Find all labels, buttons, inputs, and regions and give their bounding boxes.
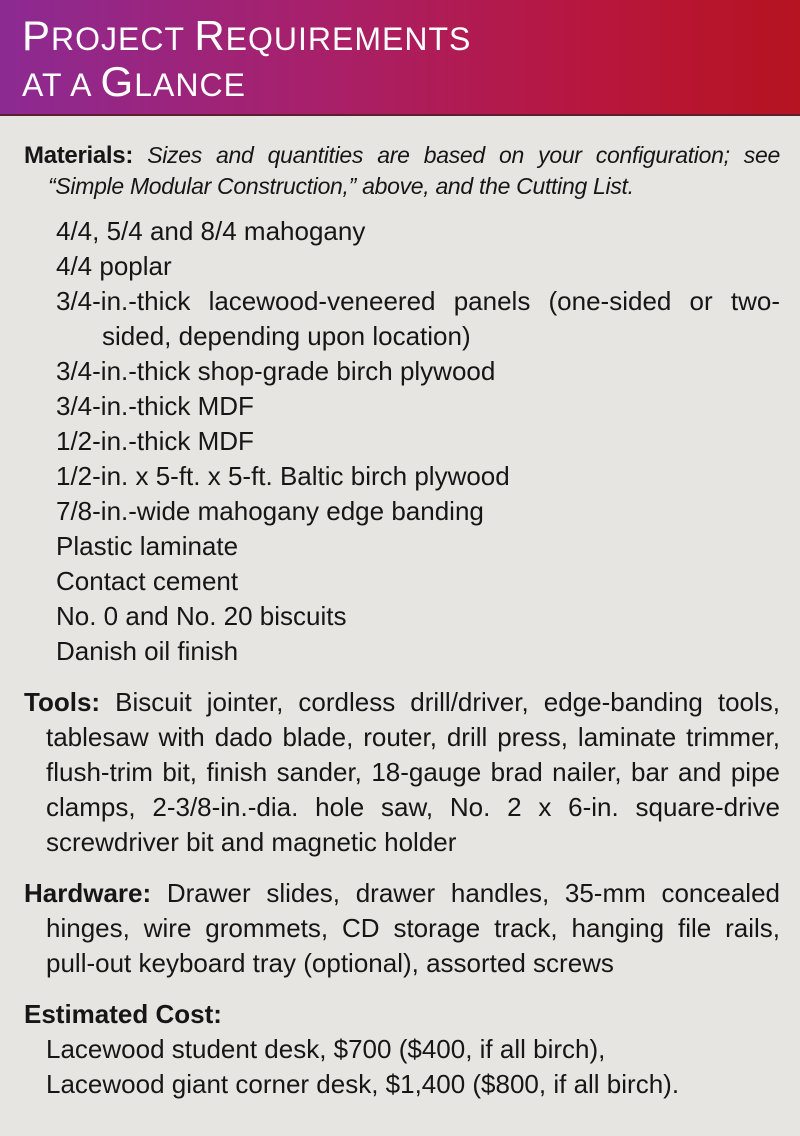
requirements-body xyxy=(24,140,780,1102)
list-item: Plastic laminate xyxy=(56,531,239,561)
list-item: 7/8-in.-wide mahogany edge banding xyxy=(56,496,484,526)
title-line-1: PROJECT REQUIREMENTS xyxy=(22,12,472,59)
list-item: 1/2-in.-thick MDF xyxy=(56,426,254,456)
tools-section xyxy=(24,685,780,860)
title-line-2: AT A GLANCE xyxy=(22,58,246,105)
materials-label: Materials: xyxy=(24,142,134,169)
list-item: 3/4-in.-thick shop-grade birch plywood xyxy=(56,356,496,386)
title-banner xyxy=(0,0,800,116)
materials-intro xyxy=(24,140,780,202)
list-item: Danish oil finish xyxy=(56,636,239,666)
tools-label: Tools: xyxy=(24,687,101,717)
materials-intro-text: Sizes and quantities are based on your configuration; see “Simple Modular Construction,” above, and the Cutting List. xyxy=(48,142,780,199)
cost-line: Lacewood student desk, $700 ($400, if all birch), xyxy=(46,1034,606,1064)
tools-text: Biscuit jointer, cordless drill/driver, edge-banding tools, tablesaw with dado blade, router, drill press, laminate trimmer, flush-trim bit, finish sander, 18-gauge brad nailer, bar and pipe clamps, 2-3/8-in.-dia. hole saw, No. 2 x 6-in. square-drive screwdriver bit and magnetic holder xyxy=(46,687,780,857)
list-item: 3/4-in.-thick MDF xyxy=(56,391,254,421)
list-item: 4/4, 5/4 and 8/4 mahogany xyxy=(56,216,366,246)
list-item: 4/4 poplar xyxy=(56,251,172,281)
list-item: 1/2-in. x 5-ft. x 5-ft. Baltic birch plywood xyxy=(56,461,510,491)
list-item: No. 0 and No. 20 biscuits xyxy=(56,601,347,631)
list-item: Contact cement xyxy=(56,566,239,596)
list-item: 3/4-in.-thick lacewood-veneered panels (one-sided or two-sided, depending upon location) xyxy=(56,286,780,351)
cost-heading xyxy=(24,997,780,1032)
hardware-text: Drawer slides, drawer handles, 35-mm concealed hinges, wire grommets, CD storage track, hanging file rails, pull-out keyboard tray (optional), assorted screws xyxy=(46,878,780,978)
hardware-label: Hardware: xyxy=(24,878,152,908)
hardware-section xyxy=(24,876,780,981)
cost-line: Lacewood giant corner desk, $1,400 ($800, if all birch). xyxy=(46,1069,680,1099)
cost-label: Estimated Cost: xyxy=(24,999,222,1029)
materials-list xyxy=(24,214,780,669)
